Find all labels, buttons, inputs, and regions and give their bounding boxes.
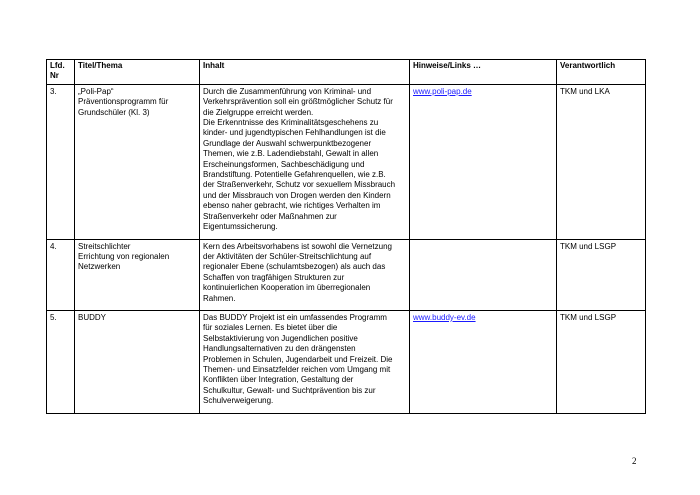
header-nr: Lfd. Nr [47,60,75,85]
row-links [410,239,557,310]
header-responsible: Verantwortlich [557,60,646,85]
header-title: Titel/Thema [75,60,200,85]
row-content: Das BUDDY Projekt ist ein umfassendes Programm für soziales Lernen. Es bietet über die Selbstaktivierung von Jugendlichen positive Handlungsalternativen zu den drängensten Problemen in Schulen, Jugendarbeit und Freizeit. Die Themen- und Einsatzfelder reichen vom Umgang mit Konflikten über Integration, Gestaltung der Schulkultur, Gewalt- und Suchtprävention bis zur Schulverweigerung. [200,310,410,413]
table-row [47,239,646,310]
row-title: Streitschlichter Errichtung von regionalen Netzwerken [75,239,200,310]
row-nr: 4. [47,239,75,310]
row-responsible: TKM und LKA [557,84,646,239]
poli-pap-link[interactable]: www.poli-pap.de [413,86,472,96]
table-row [47,84,646,239]
row-responsible: TKM und LSGP [557,310,646,413]
row-responsible: TKM und LSGP [557,239,646,310]
programs-table [46,59,646,414]
row-title: „Poli-Pap“ Präventionsprogramm für Grundschüler (Kl. 3) [75,84,200,239]
row-nr: 5. [47,310,75,413]
header-links: Hinweise/Links … [410,60,557,85]
header-content: Inhalt [200,60,410,85]
page-number: 2 [632,456,637,466]
row-content: Kern des Arbeitsvorhabens ist sowohl die Vernetzung der Aktivitäten der Schüler-Streitschlichtung auf regionaler Ebene (schulamtsbezogen) als auch das Schaffen von tragfähigen Strukturen zur kontinuierlichen Kooperation im überregionalen Rahmen. [200,239,410,310]
row-links [410,310,557,413]
buddy-link[interactable]: www.buddy-ev.de [413,312,476,322]
table-header-row [47,60,646,85]
row-links [410,84,557,239]
table-row [47,310,646,413]
row-title: BUDDY [75,310,200,413]
row-content: Durch die Zusammenführung von Kriminal- und Verkehrsprävention soll ein größtmöglicher Schutz für die Zielgruppe erreicht werden. Die Erkenntnisse des Kriminalitätsgeschehens zu kinder- und jugendtypischen Fehlhandlungen ist die Grundlage der Auswahl schwerpunktbezogener Themen, wie z.B. Ladendiebstahl, Gewalt in allen Erscheinungsformen, Sachbeschädigung und Brandstiftung. Potentielle Gefahrenquellen, wie z.B. der Straßenverkehr, Schutz vor sexuellem Missbrauch und der Missbrauch von Drogen werden den Kindern ebenso naher gebracht, wie richtiges Verhalten im Straßenverkehr oder Maßnahmen zur Eigentumssicherung. [200,84,410,239]
row-nr: 3. [47,84,75,239]
